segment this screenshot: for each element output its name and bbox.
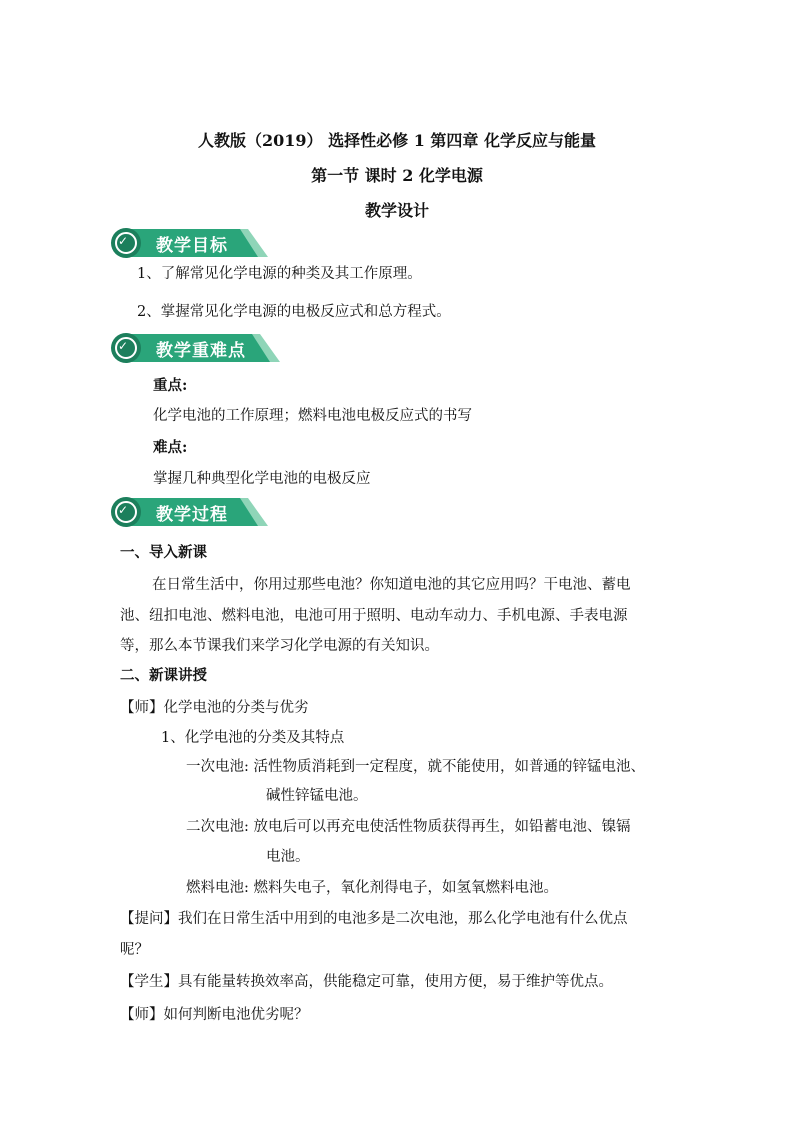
banner-objectives <box>108 226 278 260</box>
question-line-2: 呢？ <box>120 942 149 958</box>
part1-line-3: 等，那么本节课我们来学习化学电源的有关知识。 <box>120 638 439 654</box>
objective-item-1: 1、了解常见化学电源的种类及其工作原理。 <box>137 266 422 282</box>
difficult-label: 难点: <box>153 439 188 456</box>
difficult-text: 掌握几种典型化学电池的电极反应 <box>153 471 371 487</box>
secondary-battery-line-2: 电池。 <box>266 849 310 865</box>
banner-process <box>108 495 278 529</box>
part2-heading: 二、新课讲授 <box>120 667 207 684</box>
primary-battery-line-1: 一次电池: 活性物质消耗到一定程度，就不能使用，如普通的锌锰电池、 <box>186 759 645 775</box>
student-line: 【学生】具有能量转换效率高，供能稳定可靠，使用方便，易于维护等优点。 <box>120 974 613 990</box>
teacher-line-2: 【师】如何判断电池优劣呢？ <box>120 1007 309 1023</box>
section-title: 第一节 课时 2 化学电源 <box>311 166 483 185</box>
fuel-cell-line: 燃料电池: 燃料失电子，氧化剂得电子，如氢氧燃料电池。 <box>186 880 558 896</box>
banner-label: 教学目标 <box>156 236 228 256</box>
part1-heading: 一、导入新课 <box>120 544 207 561</box>
design-title: 教学设计 <box>364 201 429 220</box>
part1-line-2: 池、纽扣电池、燃料电池，电池可用于照明、电动车动力、手机电源、手表电源 <box>120 608 628 624</box>
check-circle-icon: ✓ <box>118 503 129 517</box>
part1-line-1: 在日常生活中，你用过那些电池？你知道电池的其它应用吗？干电池、蓄电 <box>152 577 631 593</box>
banner-label: 教学重难点 <box>156 341 246 361</box>
subheading-1: 1、化学电池的分类及其特点 <box>161 730 345 746</box>
primary-battery-line-2: 碱性锌锰电池。 <box>266 788 368 804</box>
banner-label: 教学过程 <box>156 505 228 525</box>
secondary-battery-line-1: 二次电池: 放电后可以再充电使活性物质获得再生，如铅蓄电池、镍镉 <box>186 819 631 835</box>
objective-item-2: 2、掌握常见化学电源的电极反应式和总方程式。 <box>137 304 451 320</box>
question-line-1: 【提问】我们在日常生活中用到的电池多是二次电池，那么化学电池有什么优点 <box>120 911 628 927</box>
check-circle-icon: ✓ <box>118 234 129 248</box>
teacher-line-1: 【师】化学电池的分类与优劣 <box>120 700 309 716</box>
key-text: 化学电池的工作原理；燃料电池电极反应式的书写 <box>153 408 472 424</box>
banner-key-points <box>108 331 288 365</box>
key-label: 重点: <box>153 377 188 394</box>
check-circle-icon: ✓ <box>118 339 129 353</box>
document-title: 人教版（2019） 选择性必修 1 第四章 化学反应与能量 <box>198 131 596 150</box>
